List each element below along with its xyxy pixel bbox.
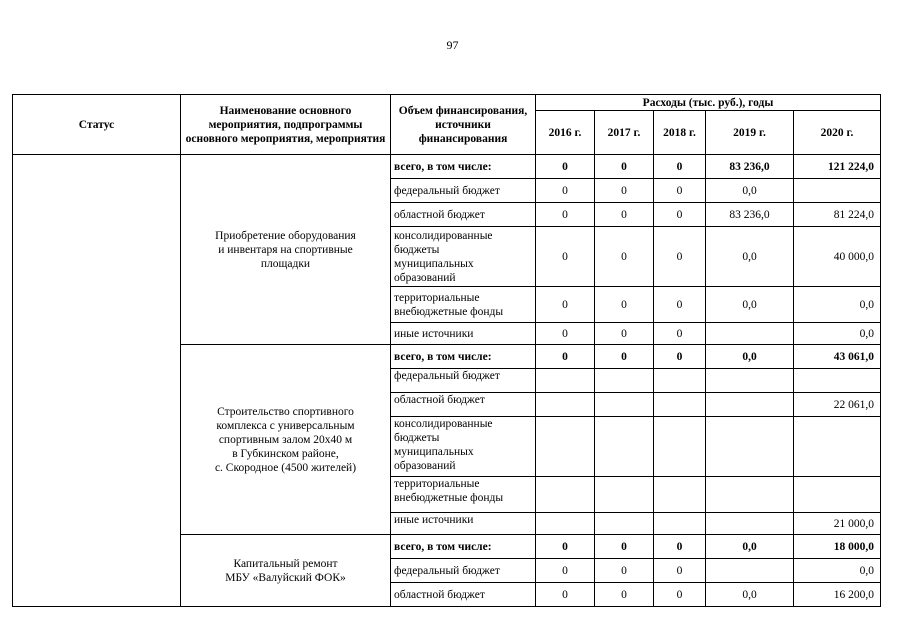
amount-cell: 83 236,0 — [706, 155, 794, 179]
amount-cell — [595, 393, 654, 417]
funding-source: территориальные внебюджетные фонды — [391, 287, 536, 323]
event-name: Строительство спортивного комплекса с универсальным спортивным залом 20х40 м в Губкинском районе, с. Скородное (4500 жителей) — [181, 345, 391, 535]
amount-cell: 0,0 — [706, 227, 794, 287]
header-year: 2018 г. — [654, 111, 706, 155]
amount-cell — [706, 393, 794, 417]
amount-cell: 0 — [536, 155, 595, 179]
amount-cell — [794, 179, 881, 203]
header-year: 2020 г. — [794, 111, 881, 155]
amount-cell: 0,0 — [706, 583, 794, 607]
amount-cell — [706, 513, 794, 535]
amount-cell: 0 — [595, 203, 654, 227]
amount-cell — [536, 417, 595, 477]
amount-cell — [794, 477, 881, 513]
amount-cell: 16 200,0 — [794, 583, 881, 607]
amount-cell: 83 236,0 — [706, 203, 794, 227]
table-row — [13, 155, 881, 179]
amount-cell: 0 — [595, 287, 654, 323]
amount-cell — [595, 417, 654, 477]
amount-cell — [654, 513, 706, 535]
amount-cell: 0,0 — [706, 345, 794, 369]
amount-cell: 21 000,0 — [794, 513, 881, 535]
amount-cell — [595, 477, 654, 513]
amount-cell — [794, 417, 881, 477]
amount-cell: 0 — [595, 227, 654, 287]
amount-cell — [595, 513, 654, 535]
event-name: Капитальный ремонт МБУ «Валуйский ФОК» — [181, 535, 391, 607]
amount-cell: 0 — [595, 345, 654, 369]
funding-source: консолидированные бюджеты муниципальных образований — [391, 227, 536, 287]
amount-cell — [536, 513, 595, 535]
amount-cell — [536, 369, 595, 393]
amount-cell: 0 — [536, 227, 595, 287]
amount-cell: 0 — [654, 323, 706, 345]
financing-table — [12, 94, 881, 607]
funding-source: всего, в том числе: — [391, 535, 536, 559]
funding-source: федеральный бюджет — [391, 179, 536, 203]
amount-cell: 0 — [595, 155, 654, 179]
amount-cell: 0 — [654, 179, 706, 203]
amount-cell: 40 000,0 — [794, 227, 881, 287]
amount-cell — [794, 369, 881, 393]
header-year: 2016 г. — [536, 111, 595, 155]
amount-cell: 0 — [536, 535, 595, 559]
amount-cell: 0,0 — [706, 179, 794, 203]
amount-cell: 0 — [536, 203, 595, 227]
amount-cell: 0 — [536, 179, 595, 203]
amount-cell: 43 061,0 — [794, 345, 881, 369]
amount-cell — [595, 369, 654, 393]
amount-cell: 0,0 — [794, 559, 881, 583]
amount-cell: 0 — [595, 179, 654, 203]
funding-source: федеральный бюджет — [391, 369, 536, 393]
funding-source: областной бюджет — [391, 583, 536, 607]
amount-cell: 0 — [654, 583, 706, 607]
funding-source: всего, в том числе: — [391, 345, 536, 369]
amount-cell: 0 — [536, 287, 595, 323]
amount-cell: 81 224,0 — [794, 203, 881, 227]
funding-source: иные источники — [391, 513, 536, 535]
amount-cell: 0,0 — [706, 535, 794, 559]
amount-cell: 0 — [595, 535, 654, 559]
amount-cell — [654, 477, 706, 513]
header-year: 2017 г. — [595, 111, 654, 155]
amount-cell: 0 — [654, 535, 706, 559]
amount-cell: 0 — [595, 583, 654, 607]
amount-cell — [706, 323, 794, 345]
amount-cell: 0 — [654, 287, 706, 323]
amount-cell — [706, 417, 794, 477]
amount-cell: 0 — [654, 203, 706, 227]
amount-cell: 0,0 — [706, 287, 794, 323]
amount-cell — [654, 417, 706, 477]
status-cell — [13, 155, 181, 607]
amount-cell — [706, 369, 794, 393]
amount-cell: 0 — [654, 227, 706, 287]
amount-cell: 0,0 — [794, 287, 881, 323]
amount-cell — [536, 393, 595, 417]
amount-cell: 0 — [536, 583, 595, 607]
funding-source: областной бюджет — [391, 393, 536, 417]
funding-source: всего, в том числе: — [391, 155, 536, 179]
page-number: 97 — [446, 38, 459, 52]
amount-cell: 0 — [536, 345, 595, 369]
funding-source: консолидированные бюджеты муниципальных образований — [391, 417, 536, 477]
amount-cell — [654, 369, 706, 393]
amount-cell — [654, 393, 706, 417]
amount-cell: 22 061,0 — [794, 393, 881, 417]
amount-cell: 0 — [536, 323, 595, 345]
amount-cell — [706, 559, 794, 583]
header-year: 2019 г. — [706, 111, 794, 155]
amount-cell: 18 000,0 — [794, 535, 881, 559]
amount-cell: 0 — [595, 323, 654, 345]
amount-cell: 0,0 — [794, 323, 881, 345]
event-name: Приобретение оборудования и инвентаря на спортивные площадки — [181, 155, 391, 345]
header-name: Наименование основного мероприятия, подпрограммы основного мероприятия, мероприятия — [181, 95, 391, 155]
header-expenses: Расходы (тыс. руб.), годы — [536, 95, 881, 111]
funding-source: федеральный бюджет — [391, 559, 536, 583]
header-volume: Объем финансирования, источники финансирования — [391, 95, 536, 155]
funding-source: территориальные внебюджетные фонды — [391, 477, 536, 513]
amount-cell: 0 — [536, 559, 595, 583]
funding-source: иные источники — [391, 323, 536, 345]
funding-source: областной бюджет — [391, 203, 536, 227]
amount-cell: 0 — [654, 559, 706, 583]
header-status: Статус — [13, 95, 181, 155]
amount-cell: 0 — [654, 155, 706, 179]
amount-cell — [536, 477, 595, 513]
amount-cell: 121 224,0 — [794, 155, 881, 179]
amount-cell — [706, 477, 794, 513]
amount-cell: 0 — [654, 345, 706, 369]
amount-cell: 0 — [595, 559, 654, 583]
